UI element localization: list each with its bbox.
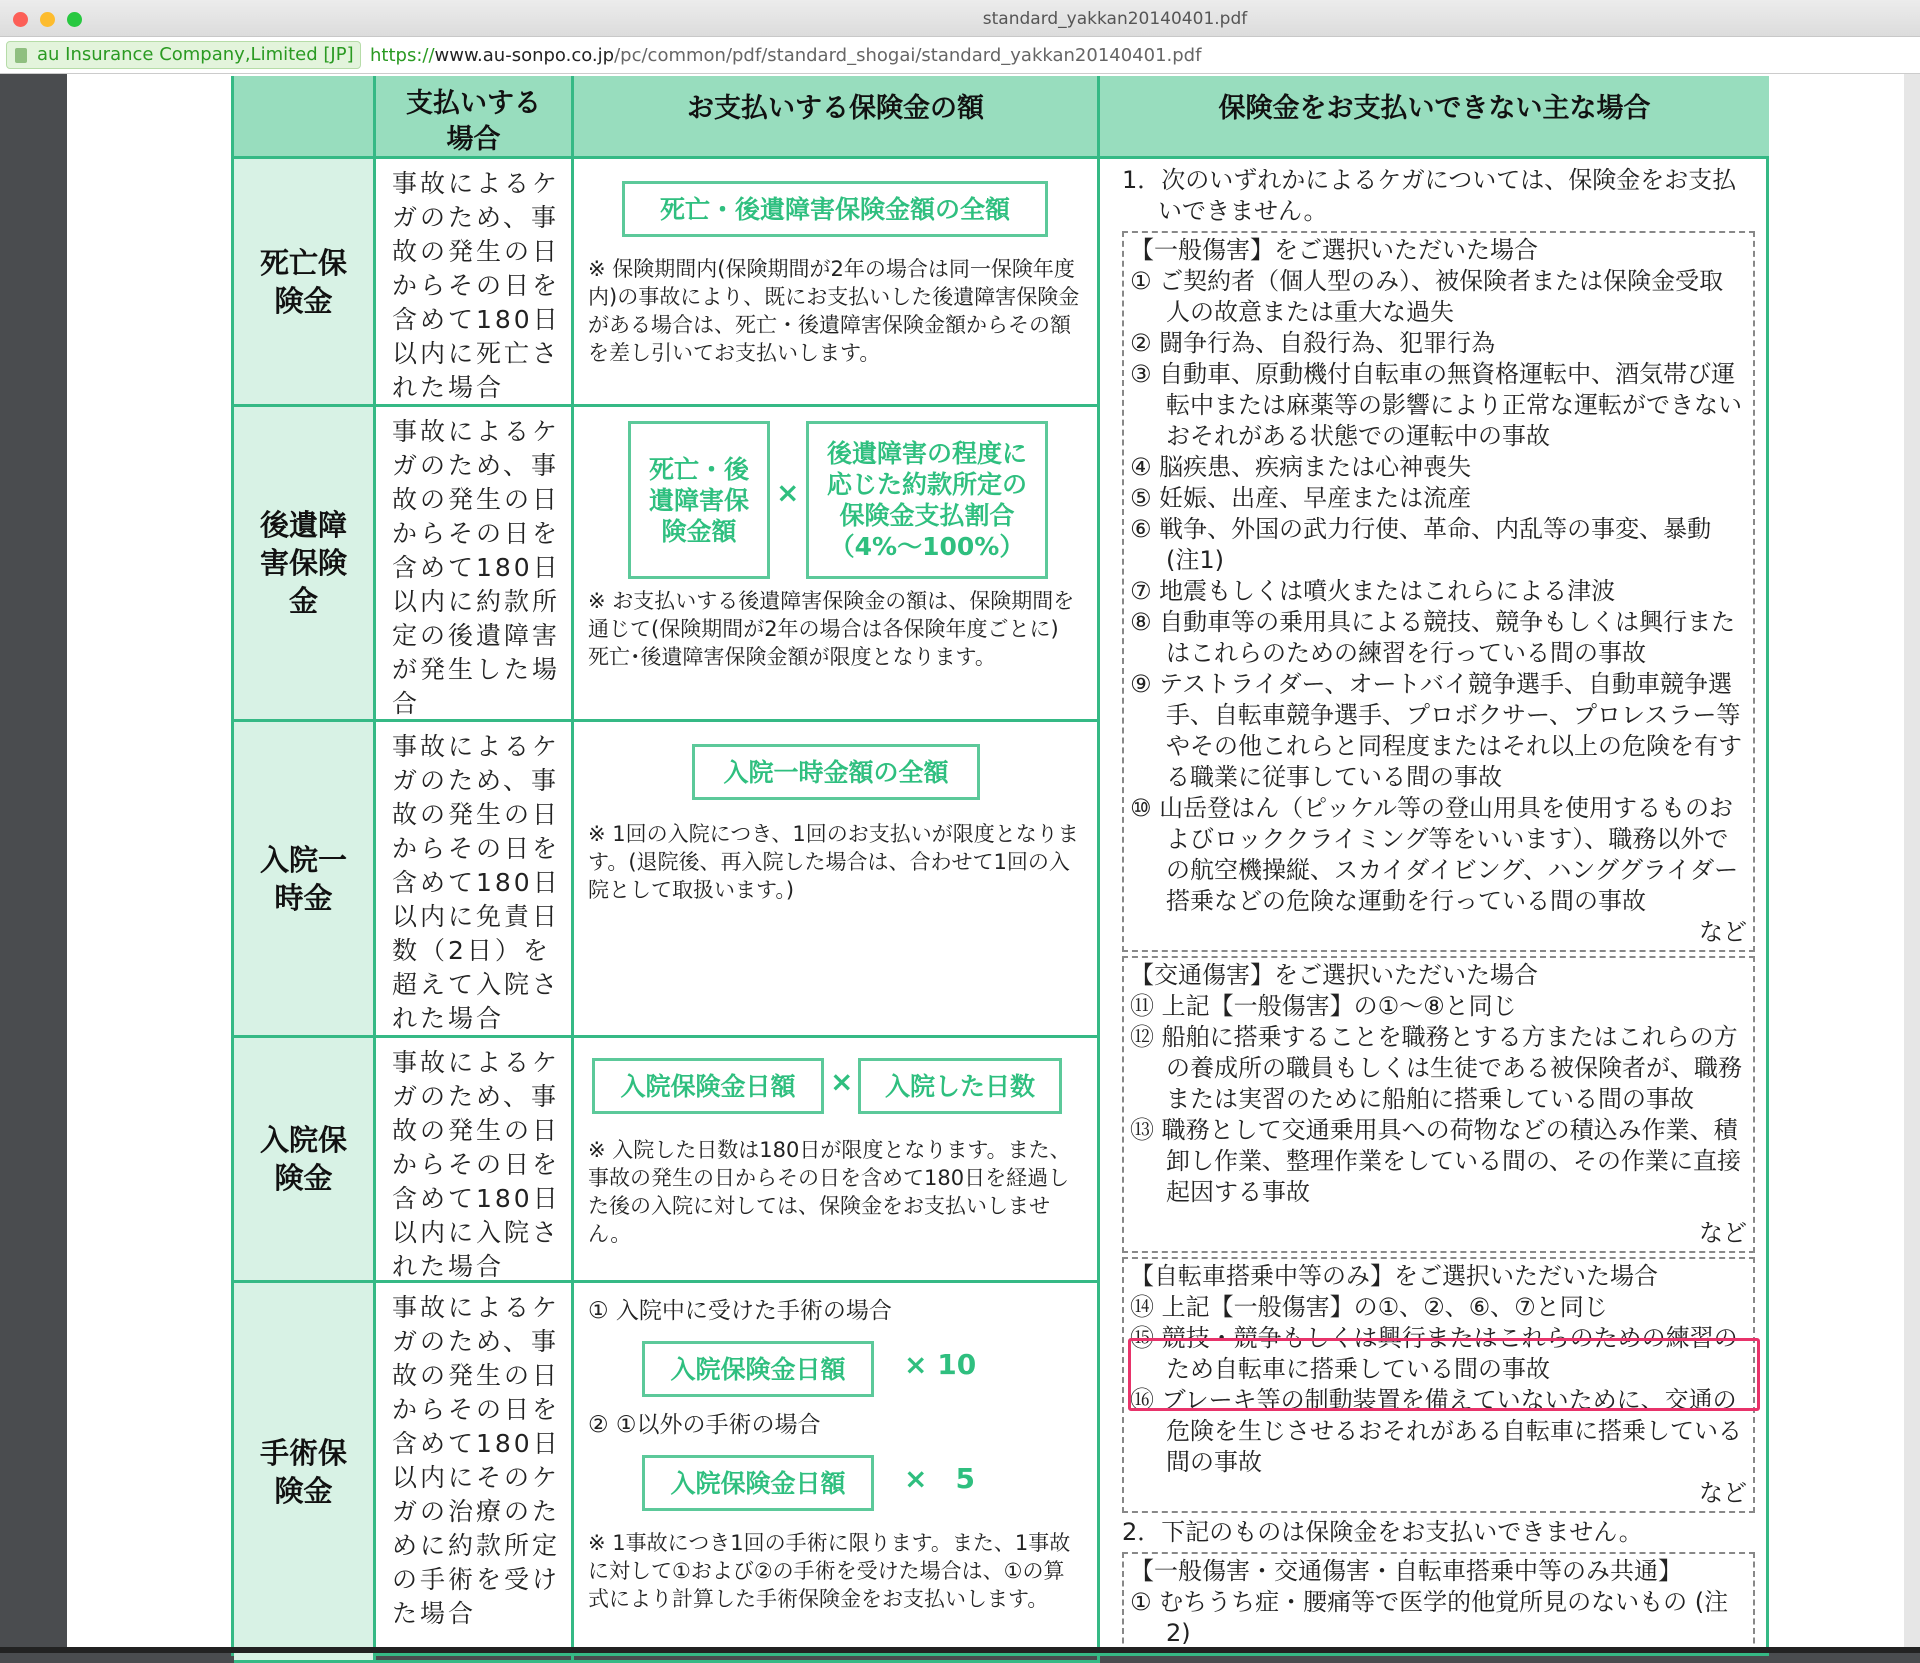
exclusion-item: ⑧ 自動車等の乗用具による競技、競争もしくは興行またはこれらのための練習を行っている間の事故 [1130,608,1736,667]
coverage-table [231,76,1769,1656]
common-items [1130,1587,1747,1649]
formula-box: 入院保険金日額 [642,1455,874,1511]
multiply-sign: × [776,476,800,509]
formula-box: 死亡・後遺障害保険金額の全額 [622,181,1048,237]
exclusion-item: ⑪ 上記【一般傷害】の①～⑧と同じ [1130,992,1517,1020]
exclusion-intro: 1．次のいずれかによるケガについては、保険金をお支払いできません。 [1122,166,1737,225]
exclusion-item: ⑥ 戦争、外国の武力行使、革命、内乱等の事変、暴動 (注1) [1130,515,1712,574]
amount-hospital [574,1038,1100,1283]
exclusion-item: ④ 脳疾患、疾病または心神喪失 [1130,453,1472,481]
when-disability: 事故によるケガのため、事故の発生の日からその日を含めて180日以内に約款所定の後遺障害が発生した場合 [376,407,574,722]
multiply-sign: × [830,1065,854,1098]
general-box [1122,231,1755,952]
etc: など [1699,918,1747,946]
certificate-badge[interactable] [6,41,361,69]
exclusion-item: ⑮ 競技・競争もしくは興行またはこれらのための練習のため自転車に搭乗している間の事故 [1130,1324,1738,1383]
window-title: standard_yakkan20140401.pdf [982,9,1248,29]
url-text[interactable] [370,45,1201,66]
when-death: 事故によるケガのため、事故の発生の日からその日を含めて180日以内に死亡された場合 [376,159,574,407]
exclusions-column [1100,159,1769,1659]
etc: など [1699,1479,1747,1507]
case-2: ② ①以外の手術の場合 [588,1412,821,1438]
address-bar[interactable] [0,37,1920,74]
exclusion-intro-2: 2．下記のものは保険金をお支払いできません。 [1122,1518,1643,1546]
formula-box: 入院した日数 [858,1058,1062,1114]
lock-icon [15,48,27,63]
exclusion-item: ⑨ テストライダー、オートバイ競争選手、自動車競争選手、自転車競争選手、プロボクサー、プロレスラー等やその他これらと同程度またはそれ以上の危険を有する職業に従事している間の事故 [1130,670,1742,791]
exclusion-item: ⑫ 船舶に搭乗することを職務とする方またはこれらの方の養成所の職員もしくは生徒である被保険者が、職務または実習のために船舶に搭乗している間の事故 [1130,1023,1742,1113]
formula-box: 入院一時金額の全額 [692,744,980,800]
formula-box: 入院保険金日額 [592,1058,824,1114]
note: ※ 入院した日数は180日が限度となります。また、事故の発生の日からその日を含めて180日を経過した後の入院に対しては、保険金をお支払いしません。 [588,1138,1071,1246]
etc: など [1699,1219,1747,1247]
section-title: 【一般傷害】をご選択いただいた場合 [1130,236,1538,264]
when-hospital: 事故によるケガのため、事故の発生の日からその日を含めて180日以内に入院された場合 [376,1038,574,1283]
amount-death [574,159,1100,407]
formula-box: 死亡・後遺障害保険金額 [628,421,770,579]
section-title: 【交通傷害】をご選択いただいた場合 [1130,961,1538,989]
traffic-items [1130,991,1747,1208]
formula-box: 入院保険金日額 [642,1341,874,1397]
exclusion-item: ⑯ ブレーキ等の制動装置を備えていないために、交通の危険を生じさせるおそれがある自転車に搭乗している間の事故 [1130,1386,1742,1476]
amount-hospital-lump [574,722,1100,1038]
general-items [1130,266,1747,917]
header-blank [234,76,376,159]
header-when: 支払いする場合 [376,76,574,159]
url-host: www.au-sonpo.co.jp [434,45,615,66]
section-title: 【一般傷害・交通傷害・自転車搭乗中等のみ共通】 [1130,1557,1682,1585]
when-surgery: 事故によるケガのため、事故の発生の日からその日を含めて180日以内にそのケガの治療のために約款所定の手術を受けた場合 [376,1283,574,1663]
exclusion-item: ⑬ 職務として交通乗用具への荷物などの積込み作業、積卸し作業、整理作業をしている間の、その作業に直接起因する事故 [1130,1116,1742,1206]
multiplier: × 5 [904,1462,975,1495]
header-amount: お支払いする保険金の額 [574,76,1100,159]
exclusion-item: ⑩ 山岳登はん（ピッケル等の登山用具を使用するものおよびロッククライミング等をいいます）、職務以外での航空機操縦、スカイダイビング、ハンググライダー搭乗などの危険な運動を行っている間の事故 [1130,794,1739,915]
header-exclusions: 保険金をお支払いできない主な場合 [1100,76,1769,159]
cert-label: au Insurance Company,Limited [JP] [37,44,354,65]
formula-box: 後遺障害の程度に応じた約款所定の保険金支払割合（4%～100%） [806,421,1048,579]
multiplier: × 10 [904,1348,977,1381]
exclusion-item: ① むちうち症・腰痛等で医学的他覚所見のないもの (注2) [1130,1588,1729,1647]
case-1: ① 入院中に受けた手術の場合 [588,1298,892,1324]
bottom-edge [0,1647,1920,1653]
amount-disability [574,407,1100,722]
note: ※ 1事故につき1回の手術に限ります。また、1事故に対して①および②の手術を受けた場合は、①の算式により計算した手術保険金をお支払いします。 [588,1531,1071,1611]
highlight-annotation [1128,1338,1760,1411]
scrollbar[interactable] [1904,74,1920,1653]
exclusion-item: ③ 自動車、原動機付自転車の無資格運転中、酒気帯び運転中または麻薬等の影響により正常な運転ができないおそれがある状態での運転中の事故 [1130,360,1742,450]
section-title: 【自転車搭乗中等のみ】をご選択いただいた場合 [1130,1262,1658,1290]
exclusion-item: ⑤ 妊娠、出産、早産または流産 [1130,484,1472,512]
note: ※ 保険期間内(保険期間が2年の場合は同一保険年度内)の事故により、既にお支払いした後遺障害保険金がある場合は、死亡・後遺障害保険金額からその額を差し引いてお支払いします。 [588,257,1080,365]
exclusion-item: ⑭ 上記【一般傷害】の①、②、⑥、⑦と同じ [1130,1293,1608,1321]
when-hospital-lump: 事故によるケガのため、事故の発生の日からその日を含めて180日以内に免責日数（2日）を超えて入院された場合 [376,722,574,1038]
window-titlebar [0,0,1920,37]
type-surgery: 手術保険金 [234,1283,376,1663]
type-hospital: 入院保険金 [234,1038,376,1283]
type-disability: 後遺障害保険金 [234,407,376,722]
url-path: /pc/common/pdf/standard_shogai/standard_yakkan20140401.pdf [614,45,1202,66]
exclusion-item: ⑦ 地震もしくは噴火またはこれらによる津波 [1130,577,1616,605]
exclusion-item: ① ご契約者（個人型のみ）、被保険者または保険金受取人の故意または重大な過失 [1130,267,1724,326]
note: ※ お支払いする後遺障害保険金の額は、保険期間を通じて(保険期間が2年の場合は各保険年度ごとに) 死亡･後遺障害保険金額が限度となります。 [588,589,1075,669]
url-scheme: https:// [370,45,435,66]
type-hospital-lump: 入院一時金 [234,722,376,1038]
exclusion-item: ② 闘争行為、自殺行為、犯罪行為 [1130,329,1496,357]
common-box [1122,1552,1755,1653]
type-death: 死亡保険金 [234,159,376,407]
amount-surgery [574,1283,1100,1663]
traffic-box [1122,956,1755,1253]
note: ※ 1回の入院につき、1回のお支払いが限度となります。(退院後、再入院した場合は、合わせて1回の入院として取扱います。) [588,822,1079,902]
